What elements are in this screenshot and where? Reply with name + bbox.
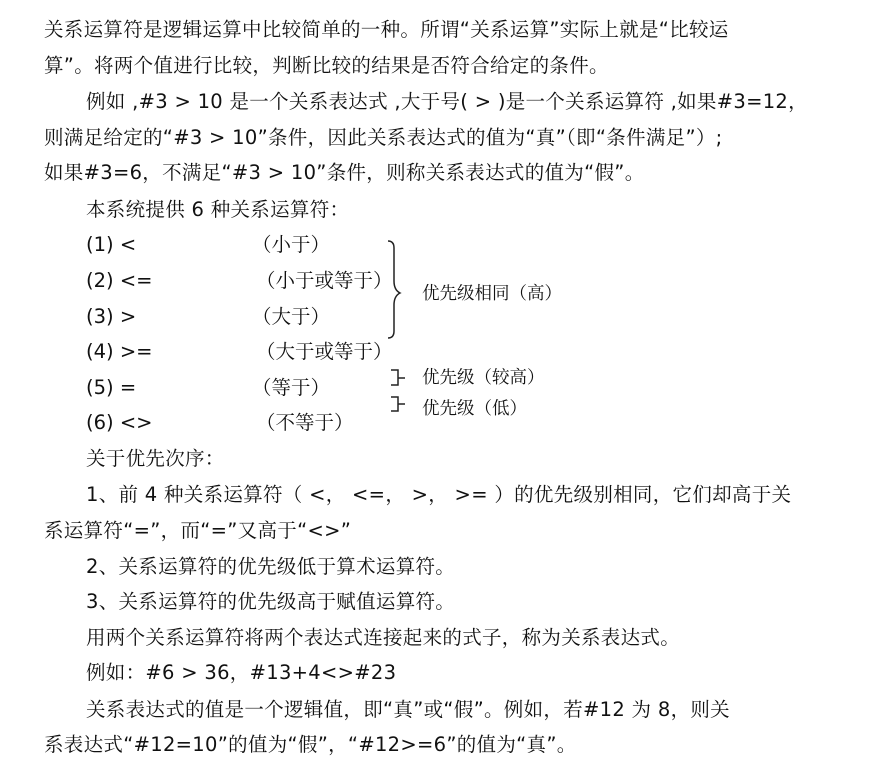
operator-2-desc: （小于或等于） [256, 269, 393, 292]
paragraph2-line2: 则满足给定的“#3 > 10”条件，因此关系表达式的值为“真”（即“条件满足”）; [44, 126, 723, 149]
precedence-heading: 关于优先次序： [86, 447, 225, 470]
last-paragraph-line1: 关系表达式的值是一个逻辑值，即“真”或“假”。例如，若#12 为 8，则关 [86, 698, 730, 721]
priority-mid-label: 优先级（较高） [422, 368, 545, 388]
operator-3-symbol: (3) > [86, 305, 137, 328]
paragraph1-line2: 算”。将两个值进行比较，判断比较的结果是否符合给定的条件。 [44, 54, 609, 77]
brace-mid-icon [391, 370, 405, 385]
brace-high-icon [388, 241, 400, 338]
operator-6-symbol: (6) <> [86, 411, 153, 434]
precedence-item1-line2: 系运算符“=”，而“=”又高于“<>” [44, 519, 352, 542]
paragraph2-line1: 例如 ,#3 > 10 是一个关系表达式 ,大于号( > )是一个关系运算符 ,如果#3=12， [86, 90, 808, 113]
last-paragraph-line2: 系表达式“#12=10”的值为“假”，“#12>=6”的值为“真”。 [44, 733, 577, 756]
operator-1-symbol: (1) < [86, 233, 137, 256]
priority-low-label: 优先级（低） [422, 399, 527, 419]
precedence-item1-line1: 1、前 4 种关系运算符（ <， <=， >， >= ）的优先级别相同，它们却高于关 [86, 483, 792, 506]
brace-low-icon [391, 397, 405, 411]
operator-4-symbol: (4) >= [86, 340, 153, 363]
operator-5-desc: （等于） [252, 376, 331, 399]
operator-4-desc: （大于或等于） [256, 340, 393, 363]
precedence-item3: 3、关系运算符的优先级高于赋值运算符。 [86, 590, 456, 613]
definition-text: 用两个关系运算符将两个表达式连接起来的式子，称为关系表达式。 [86, 626, 681, 649]
operator-6-desc: （不等于） [256, 411, 354, 434]
precedence-item2: 2、关系运算符的优先级低于算术运算符。 [86, 555, 456, 578]
operator-2-symbol: (2) <= [86, 269, 153, 292]
paragraph2-line3: 如果#3=6，不满足“#3 > 10”条件，则称关系表达式的值为“假”。 [44, 161, 645, 184]
example-text: 例如：#6 > 36，#13+4<>#23 [86, 661, 397, 684]
operator-3-desc: （大于） [252, 305, 331, 328]
paragraph1-line1: 关系运算符是逻辑运算中比较简单的一种。所谓“关系运算”实际上就是“比较运 [44, 18, 729, 41]
operator-5-symbol: (5) = [86, 376, 137, 399]
operator-1-desc: （小于） [252, 233, 331, 256]
priority-high-label: 优先级相同（高） [422, 284, 562, 304]
operators-intro: 本系统提供 6 种关系运算符： [86, 198, 350, 221]
